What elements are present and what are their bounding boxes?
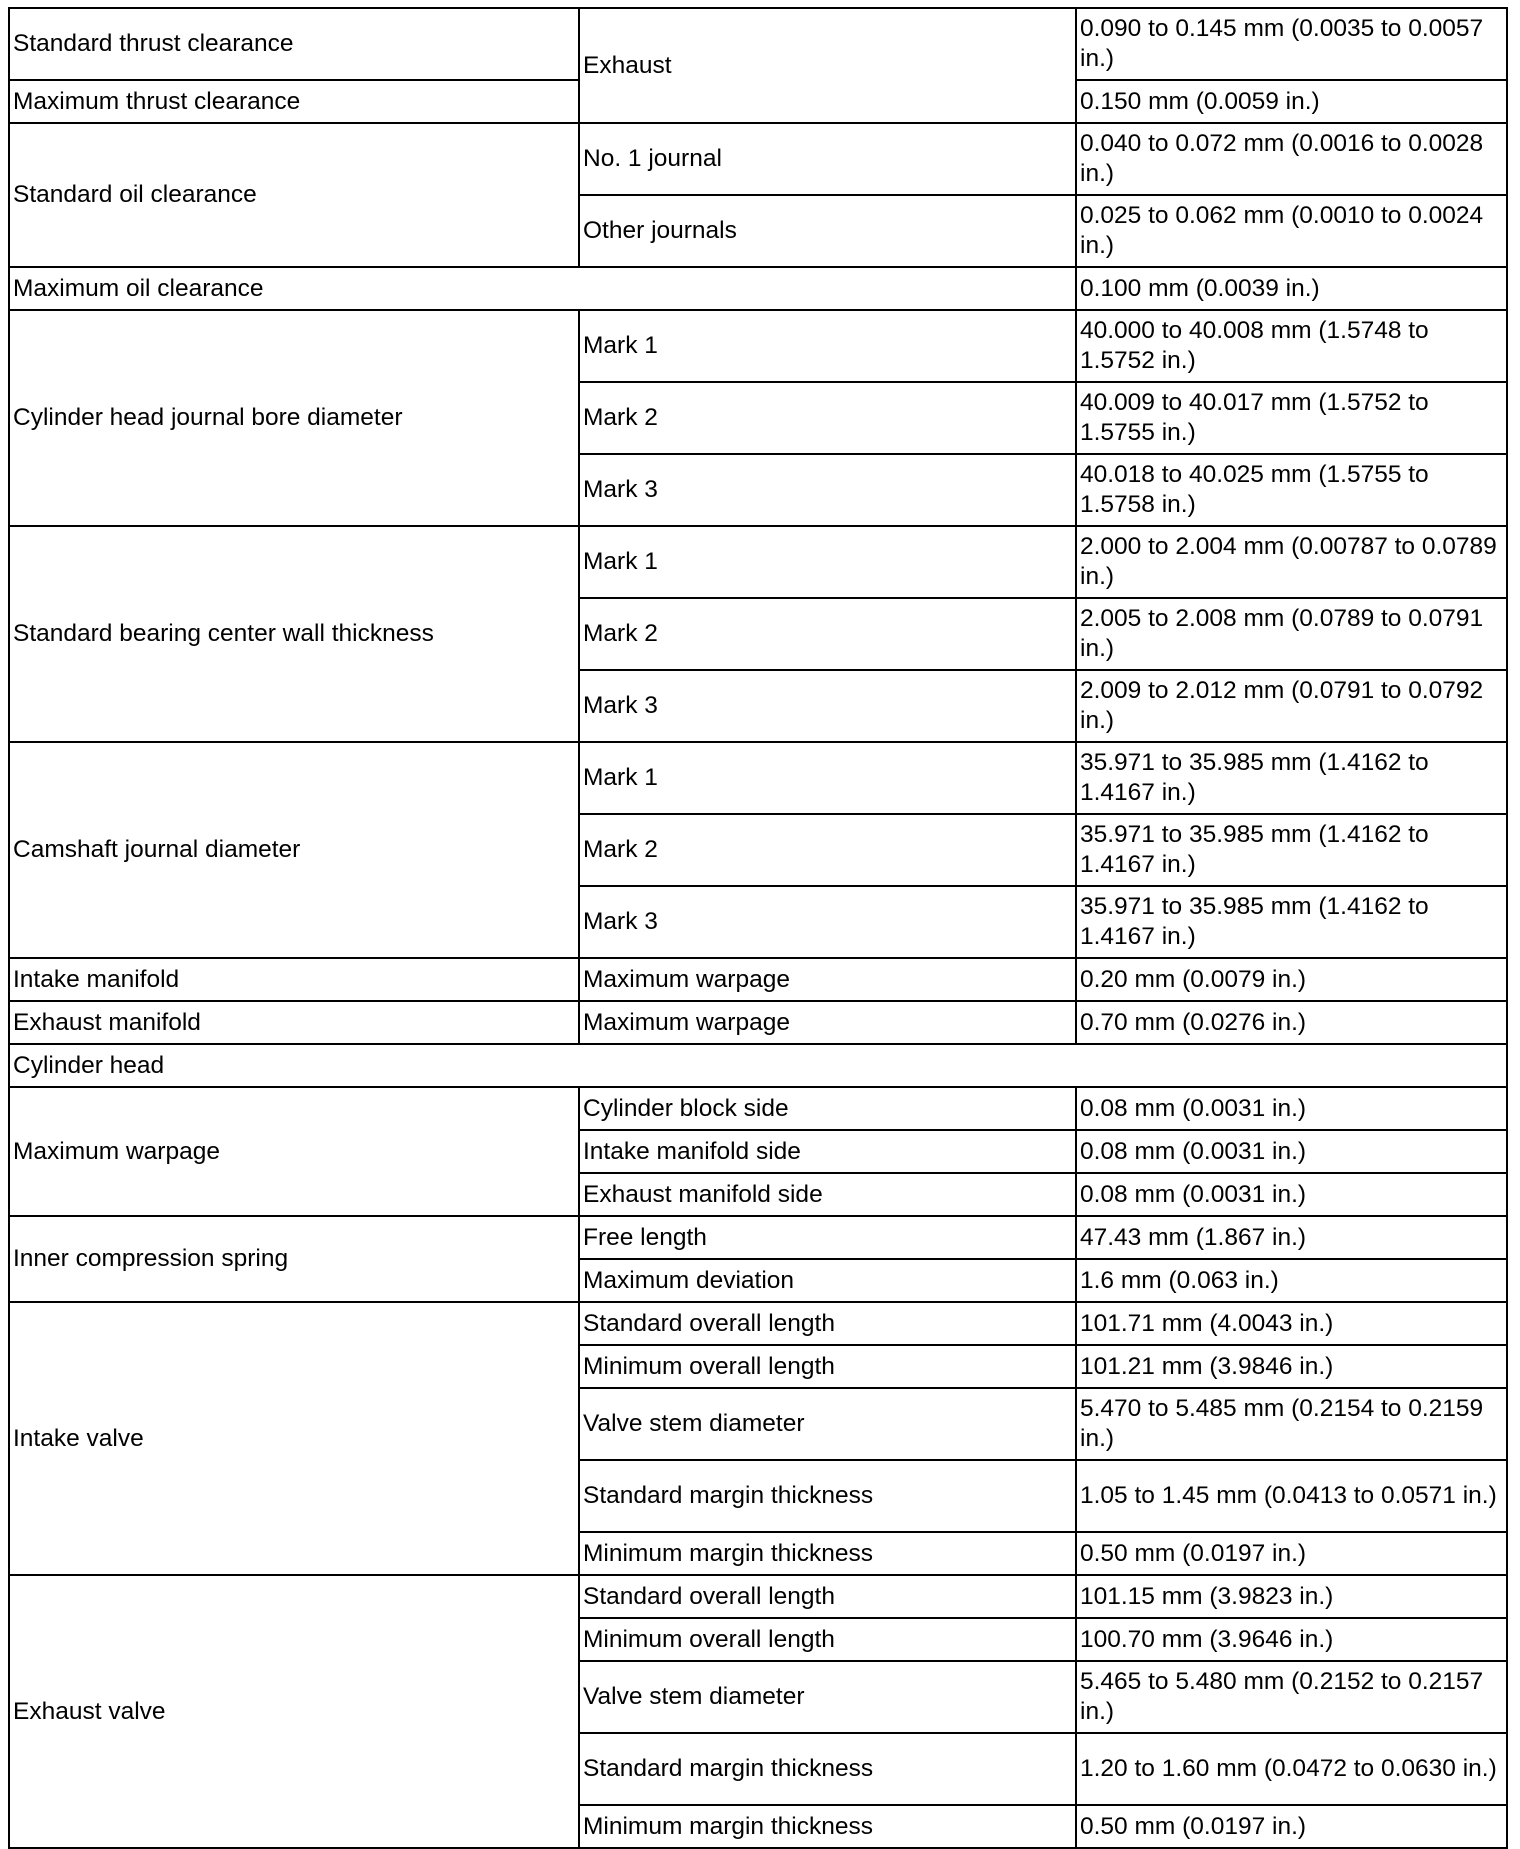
spec-value: 1.20 to 1.60 mm (0.0472 to 0.0630 in.) (1076, 1733, 1507, 1805)
spec-value: 0.08 mm (0.0031 in.) (1076, 1087, 1507, 1130)
spec-value: 35.971 to 35.985 mm (1.4162 to 1.4167 in.) (1076, 814, 1507, 886)
spec-item: Minimum margin thickness (579, 1532, 1076, 1575)
table-row (9, 958, 1507, 1001)
spec-item: Other journals (579, 195, 1076, 267)
spec-item: Mark 1 (579, 310, 1076, 382)
spec-item: Mark 2 (579, 382, 1076, 454)
spec-item: Mark 3 (579, 886, 1076, 958)
spec-label: Standard oil clearance (9, 123, 579, 267)
section-heading: Cylinder head (9, 1044, 1507, 1087)
spec-item: Maximum deviation (579, 1259, 1076, 1302)
spec-value: 0.20 mm (0.0079 in.) (1076, 958, 1507, 1001)
spec-label: Camshaft journal diameter (9, 742, 579, 958)
spec-item: Valve stem diameter (579, 1661, 1076, 1733)
spec-value: 2.000 to 2.004 mm (0.00787 to 0.0789 in.) (1076, 526, 1507, 598)
spec-item: Maximum warpage (579, 1001, 1076, 1044)
spec-item: Standard overall length (579, 1575, 1076, 1618)
spec-value: 2.009 to 2.012 mm (0.0791 to 0.0792 in.) (1076, 670, 1507, 742)
spec-item: No. 1 journal (579, 123, 1076, 195)
table-row (9, 123, 1507, 195)
spec-item: Exhaust manifold side (579, 1173, 1076, 1216)
spec-label: Standard bearing center wall thickness (9, 526, 579, 742)
spec-label: Exhaust valve (9, 1575, 579, 1848)
spec-value: 0.150 mm (0.0059 in.) (1076, 80, 1507, 123)
spec-value: 40.000 to 40.008 mm (1.5748 to 1.5752 in.) (1076, 310, 1507, 382)
spec-value: 0.025 to 0.062 mm (0.0010 to 0.0024 in.) (1076, 195, 1507, 267)
spec-value: 1.6 mm (0.063 in.) (1076, 1259, 1507, 1302)
spec-item: Intake manifold side (579, 1130, 1076, 1173)
spec-label: Inner compression spring (9, 1216, 579, 1302)
spec-value: 2.005 to 2.008 mm (0.0789 to 0.0791 in.) (1076, 598, 1507, 670)
table-row (9, 267, 1507, 310)
spec-item: Standard margin thickness (579, 1460, 1076, 1532)
table-row (9, 1044, 1507, 1087)
table-row (9, 8, 1507, 80)
spec-item: Free length (579, 1216, 1076, 1259)
spec-value: 35.971 to 35.985 mm (1.4162 to 1.4167 in.) (1076, 886, 1507, 958)
spec-label: Exhaust manifold (9, 1001, 579, 1044)
spec-value: 101.15 mm (3.9823 in.) (1076, 1575, 1507, 1618)
spec-item: Mark 2 (579, 598, 1076, 670)
table-row (9, 1001, 1507, 1044)
table-row (9, 1216, 1507, 1259)
spec-value: 40.009 to 40.017 mm (1.5752 to 1.5755 in.) (1076, 382, 1507, 454)
specification-table (8, 7, 1508, 1849)
spec-value: 5.465 to 5.480 mm (0.2152 to 0.2157 in.) (1076, 1661, 1507, 1733)
spec-item: Mark 1 (579, 742, 1076, 814)
spec-value: 0.70 mm (0.0276 in.) (1076, 1001, 1507, 1044)
spec-value: 35.971 to 35.985 mm (1.4162 to 1.4167 in.) (1076, 742, 1507, 814)
spec-value: 0.090 to 0.145 mm (0.0035 to 0.0057 in.) (1076, 8, 1507, 80)
spec-label: Maximum thrust clearance (9, 80, 579, 123)
spec-subgroup: Exhaust (579, 8, 1076, 123)
spec-item: Standard margin thickness (579, 1733, 1076, 1805)
spec-item: Mark 1 (579, 526, 1076, 598)
spec-value: 1.05 to 1.45 mm (0.0413 to 0.0571 in.) (1076, 1460, 1507, 1532)
spec-value: 40.018 to 40.025 mm (1.5755 to 1.5758 in.) (1076, 454, 1507, 526)
spec-label: Cylinder head journal bore diameter (9, 310, 579, 526)
table-row (9, 1087, 1507, 1130)
spec-item: Minimum overall length (579, 1345, 1076, 1388)
spec-value: 0.08 mm (0.0031 in.) (1076, 1130, 1507, 1173)
spec-item: Cylinder block side (579, 1087, 1076, 1130)
spec-value: 5.470 to 5.485 mm (0.2154 to 0.2159 in.) (1076, 1388, 1507, 1460)
spec-value: 101.21 mm (3.9846 in.) (1076, 1345, 1507, 1388)
spec-item: Minimum margin thickness (579, 1805, 1076, 1848)
spec-label: Standard thrust clearance (9, 8, 579, 80)
spec-label: Maximum oil clearance (9, 267, 1076, 310)
spec-value: 0.040 to 0.072 mm (0.0016 to 0.0028 in.) (1076, 123, 1507, 195)
spec-item: Valve stem diameter (579, 1388, 1076, 1460)
spec-value: 100.70 mm (3.9646 in.) (1076, 1618, 1507, 1661)
spec-item: Mark 3 (579, 454, 1076, 526)
spec-value: 0.08 mm (0.0031 in.) (1076, 1173, 1507, 1216)
spec-value: 47.43 mm (1.867 in.) (1076, 1216, 1507, 1259)
spec-label: Intake manifold (9, 958, 579, 1001)
spec-item: Minimum overall length (579, 1618, 1076, 1661)
spec-item: Mark 3 (579, 670, 1076, 742)
spec-item: Mark 2 (579, 814, 1076, 886)
spec-value: 0.100 mm (0.0039 in.) (1076, 267, 1507, 310)
spec-value: 0.50 mm (0.0197 in.) (1076, 1805, 1507, 1848)
spec-item: Maximum warpage (579, 958, 1076, 1001)
table-row (9, 310, 1507, 382)
table-row (9, 742, 1507, 814)
spec-label: Maximum warpage (9, 1087, 579, 1216)
spec-value: 0.50 mm (0.0197 in.) (1076, 1532, 1507, 1575)
table-row (9, 1575, 1507, 1618)
table-row (9, 1302, 1507, 1345)
spec-value: 101.71 mm (4.0043 in.) (1076, 1302, 1507, 1345)
table-row (9, 526, 1507, 598)
spec-item: Standard overall length (579, 1302, 1076, 1345)
spec-label: Intake valve (9, 1302, 579, 1575)
